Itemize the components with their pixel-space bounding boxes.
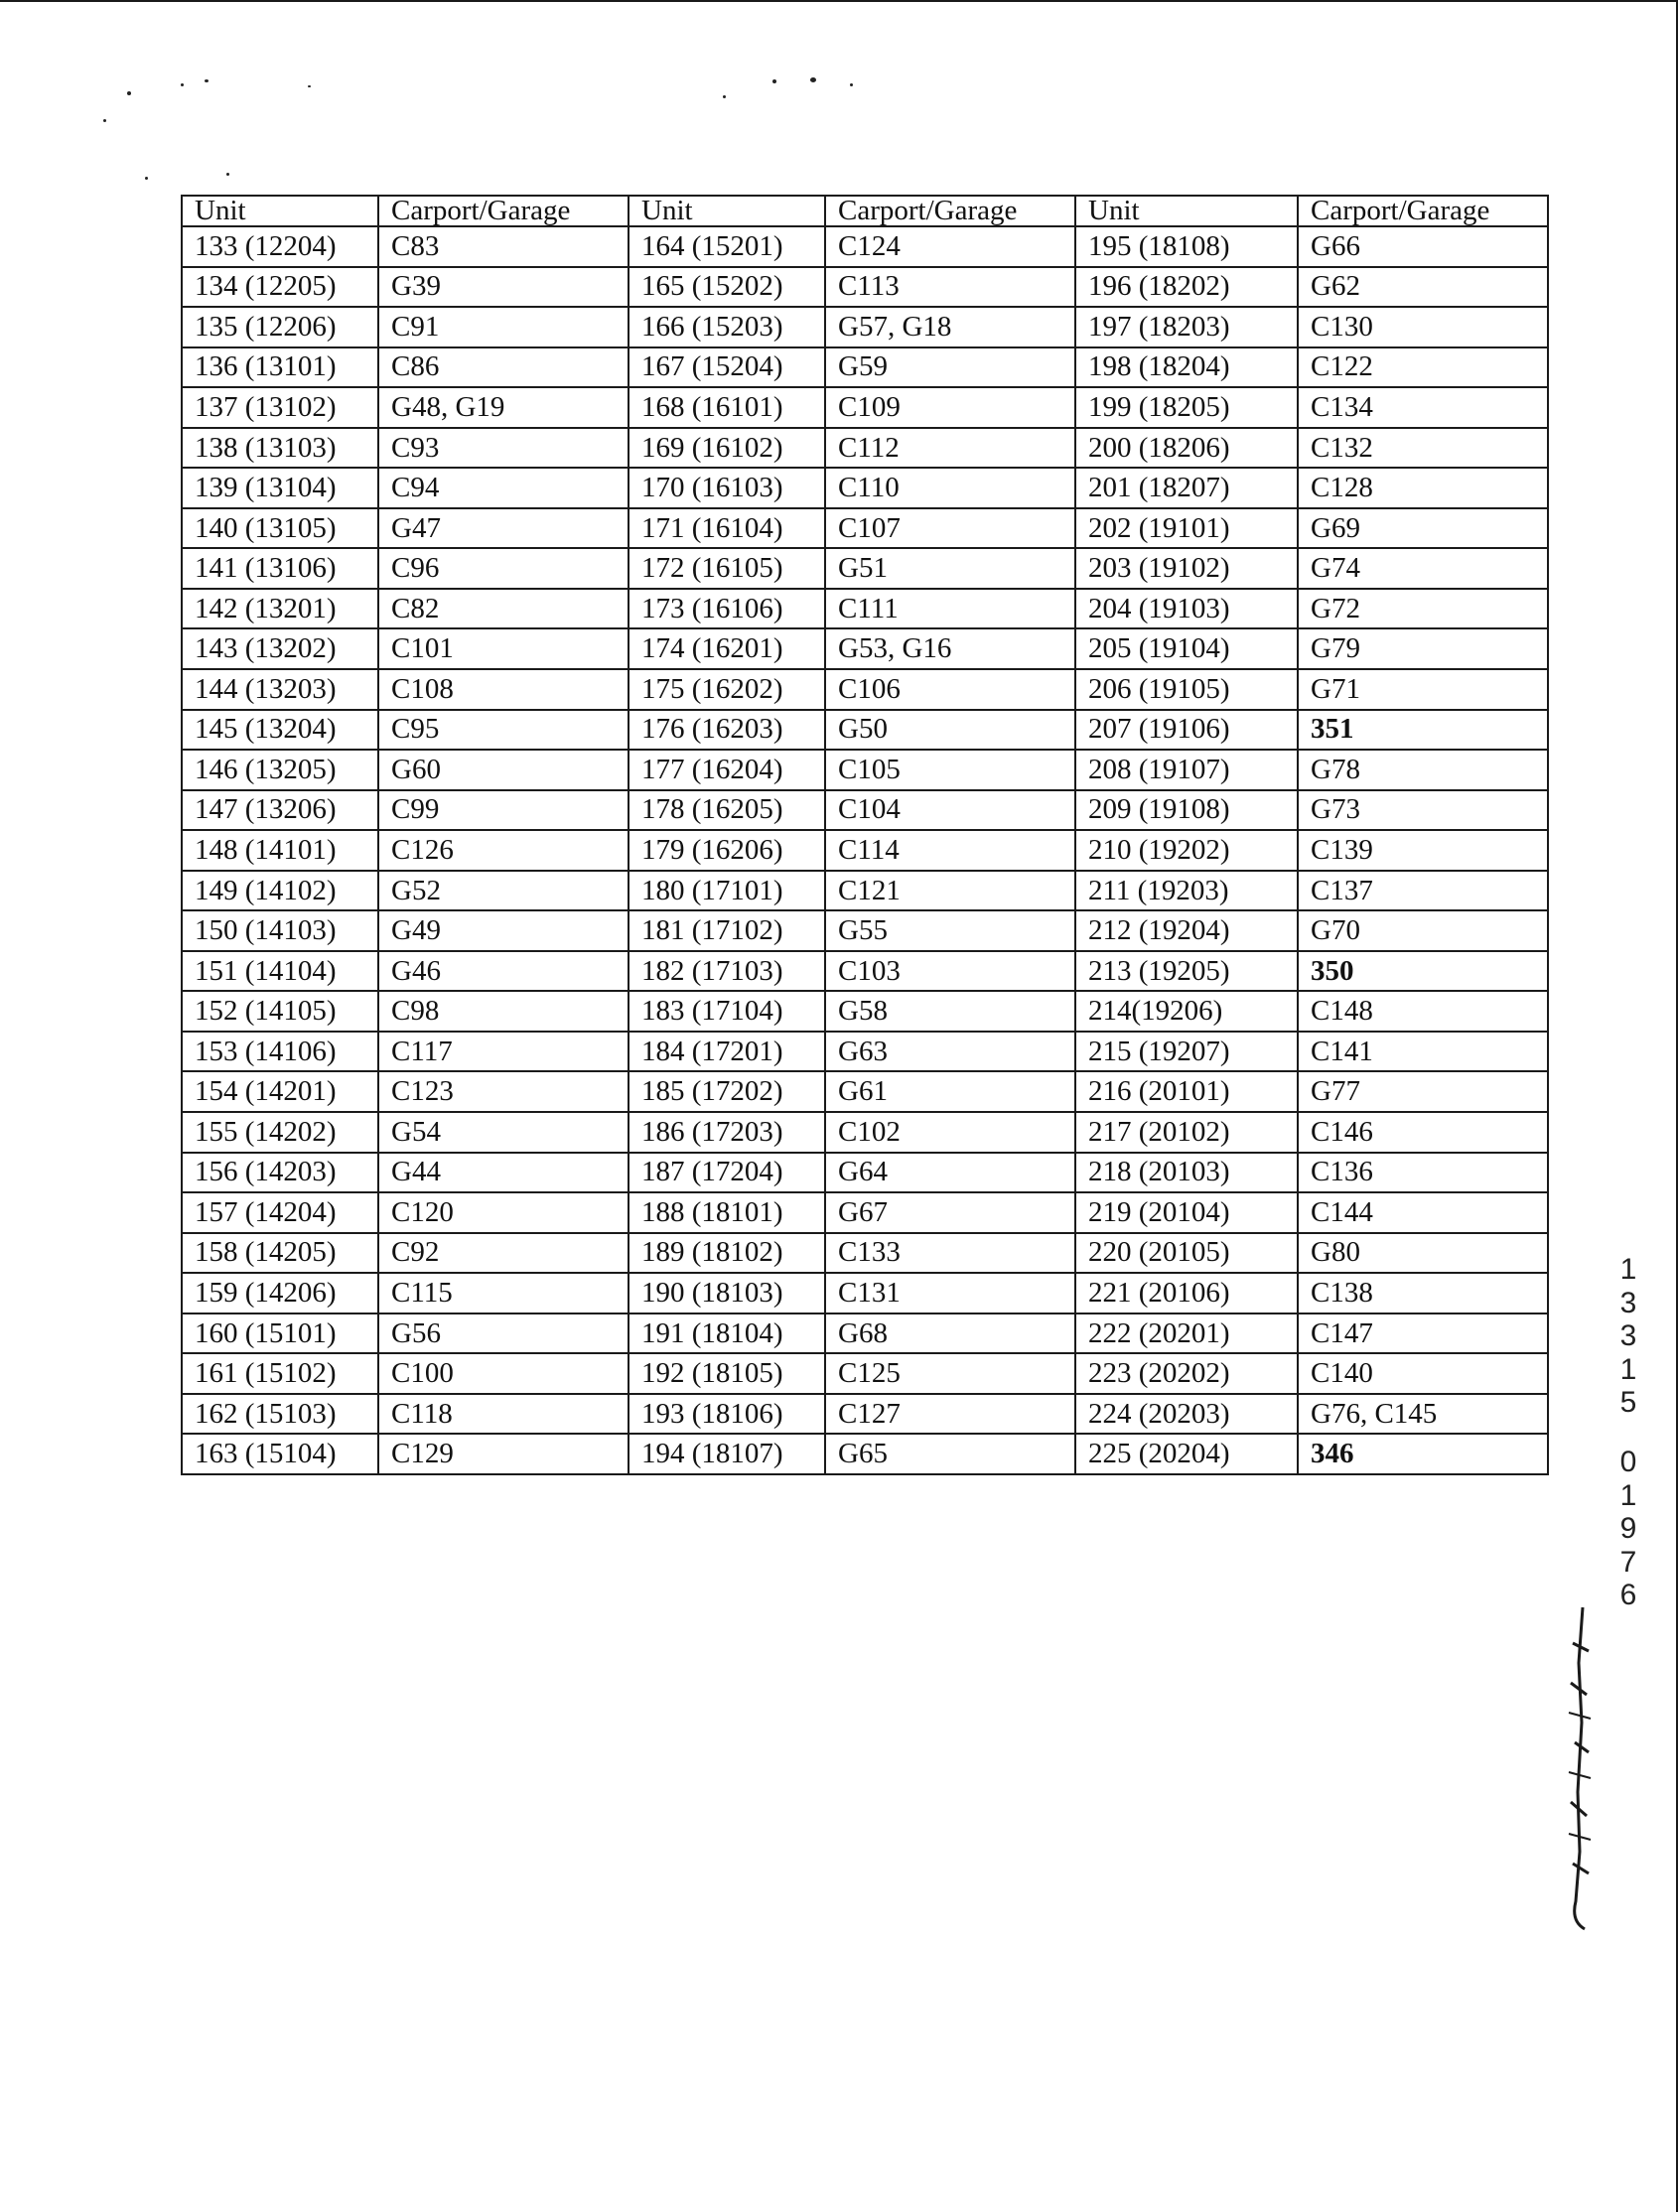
unit-cell: 139 (13104) xyxy=(182,468,378,508)
side-number-digit: 1 xyxy=(1619,1478,1637,1512)
unit-cell: 157 (14204) xyxy=(182,1192,378,1233)
carport-garage-cell: C137 xyxy=(1298,871,1548,911)
scan-speck xyxy=(226,173,229,176)
carport-garage-cell: G65 xyxy=(825,1434,1075,1474)
carport-garage-cell: G77 xyxy=(1298,1071,1548,1112)
carport-garage-cell: G61 xyxy=(825,1071,1075,1112)
carport-garage-cell: C112 xyxy=(825,428,1075,469)
carport-garage-cell: C104 xyxy=(825,790,1075,831)
carport-garage-cell: C132 xyxy=(1298,428,1548,469)
unit-cell: 189 (18102) xyxy=(629,1233,825,1274)
carport-garage-cell: C123 xyxy=(378,1071,629,1112)
unit-cell: 176 (16203) xyxy=(629,710,825,751)
carport-garage-cell: G69 xyxy=(1298,508,1548,549)
unit-cell: 192 (18105) xyxy=(629,1353,825,1394)
unit-cell: 167 (15204) xyxy=(629,347,825,388)
table-row xyxy=(182,1273,1548,1313)
carport-garage-cell: C106 xyxy=(825,669,1075,710)
unit-cell: 163 (15104) xyxy=(182,1434,378,1474)
unit-cell: 214(19206) xyxy=(1075,991,1298,1032)
table-row xyxy=(182,1032,1548,1072)
unit-cell: 220 (20105) xyxy=(1075,1233,1298,1274)
unit-cell: 183 (17104) xyxy=(629,991,825,1032)
table-body xyxy=(182,226,1548,1474)
carport-garage-cell: G59 xyxy=(825,347,1075,388)
unit-cell: 188 (18101) xyxy=(629,1192,825,1233)
carport-garage-cell: C127 xyxy=(825,1394,1075,1435)
unit-cell: 223 (20202) xyxy=(1075,1353,1298,1394)
table-row xyxy=(182,991,1548,1032)
carport-garage-cell: C131 xyxy=(825,1273,1075,1313)
carport-garage-cell: C96 xyxy=(378,548,629,589)
unit-cell: 147 (13206) xyxy=(182,790,378,831)
carport-garage-cell: G60 xyxy=(378,750,629,790)
carport-garage-cell: G62 xyxy=(1298,267,1548,308)
scan-speck xyxy=(850,83,853,86)
carport-garage-cell: C120 xyxy=(378,1192,629,1233)
unit-cell: 145 (13204) xyxy=(182,710,378,751)
carport-garage-cell: C147 xyxy=(1298,1313,1548,1354)
unit-cell: 193 (18106) xyxy=(629,1394,825,1435)
unit-cell: 150 (14103) xyxy=(182,910,378,951)
scan-speck xyxy=(810,77,816,82)
unit-cell: 153 (14106) xyxy=(182,1032,378,1072)
table-row xyxy=(182,750,1548,790)
unit-cell: 219 (20104) xyxy=(1075,1192,1298,1233)
unit-cell: 158 (14205) xyxy=(182,1233,378,1274)
unit-cell: 198 (18204) xyxy=(1075,347,1298,388)
unit-cell: 194 (18107) xyxy=(629,1434,825,1474)
unit-cell: 224 (20203) xyxy=(1075,1394,1298,1435)
side-number-digit: 7 xyxy=(1619,1545,1637,1579)
carport-garage-cell: C141 xyxy=(1298,1032,1548,1072)
unit-cell: 215 (19207) xyxy=(1075,1032,1298,1072)
scan-speck xyxy=(103,119,106,122)
unit-cell: 205 (19104) xyxy=(1075,628,1298,669)
carport-garage-cell: C105 xyxy=(825,750,1075,790)
carport-garage-cell: 346 xyxy=(1298,1434,1548,1474)
unit-cell: 166 (15203) xyxy=(629,307,825,347)
carport-garage-cell: G66 xyxy=(1298,226,1548,267)
unit-cell: 135 (12206) xyxy=(182,307,378,347)
scan-speck xyxy=(205,79,209,82)
unit-cell: 142 (13201) xyxy=(182,589,378,629)
carport-garage-cell: C115 xyxy=(378,1273,629,1313)
carport-garage-cell: C91 xyxy=(378,307,629,347)
carport-garage-cell: G71 xyxy=(1298,669,1548,710)
unit-cell: 178 (16205) xyxy=(629,790,825,831)
carport-garage-cell: G51 xyxy=(825,548,1075,589)
unit-cell: 208 (19107) xyxy=(1075,750,1298,790)
unit-cell: 174 (16201) xyxy=(629,628,825,669)
unit-cell: 195 (18108) xyxy=(1075,226,1298,267)
unit-cell: 173 (16106) xyxy=(629,589,825,629)
carport-garage-cell: C139 xyxy=(1298,830,1548,871)
unit-cell: 133 (12204) xyxy=(182,226,378,267)
carport-garage-cell: C128 xyxy=(1298,468,1548,508)
carport-garage-cell: C92 xyxy=(378,1233,629,1274)
carport-garage-cell: C95 xyxy=(378,710,629,751)
unit-cell: 221 (20106) xyxy=(1075,1273,1298,1313)
table-row xyxy=(182,508,1548,549)
unit-carport-table xyxy=(181,195,1549,1475)
unit-cell: 209 (19108) xyxy=(1075,790,1298,831)
carport-garage-cell: G78 xyxy=(1298,750,1548,790)
unit-cell: 180 (17101) xyxy=(629,871,825,911)
carport-garage-cell: C99 xyxy=(378,790,629,831)
unit-cell: 187 (17204) xyxy=(629,1153,825,1193)
unit-cell: 143 (13202) xyxy=(182,628,378,669)
unit-cell: 137 (13102) xyxy=(182,387,378,428)
side-number-digit: 0 xyxy=(1619,1445,1637,1478)
table-header-row xyxy=(182,196,1548,226)
unit-cell: 207 (19106) xyxy=(1075,710,1298,751)
unit-cell: 179 (16206) xyxy=(629,830,825,871)
carport-garage-cell: C100 xyxy=(378,1353,629,1394)
carport-garage-cell: C93 xyxy=(378,428,629,469)
unit-cell: 201 (18207) xyxy=(1075,468,1298,508)
carport-garage-cell: C82 xyxy=(378,589,629,629)
side-number-digit: 9 xyxy=(1619,1512,1637,1546)
unit-cell: 141 (13106) xyxy=(182,548,378,589)
unit-cell: 172 (16105) xyxy=(629,548,825,589)
carport-garage-cell: C103 xyxy=(825,951,1075,992)
carport-garage-cell: G52 xyxy=(378,871,629,911)
table-row xyxy=(182,951,1548,992)
table-row xyxy=(182,669,1548,710)
unit-cell: 182 (17103) xyxy=(629,951,825,992)
unit-cell: 185 (17202) xyxy=(629,1071,825,1112)
carport-garage-cell: C136 xyxy=(1298,1153,1548,1193)
table-row xyxy=(182,1153,1548,1193)
side-number-digit: 1 xyxy=(1619,1352,1637,1386)
unit-cell: 159 (14206) xyxy=(182,1273,378,1313)
unit-cell: 206 (19105) xyxy=(1075,669,1298,710)
unit-cell: 210 (19202) xyxy=(1075,830,1298,871)
carport-garage-cell: G49 xyxy=(378,910,629,951)
carport-garage-cell: C118 xyxy=(378,1394,629,1435)
unit-cell: 191 (18104) xyxy=(629,1313,825,1354)
table-row xyxy=(182,468,1548,508)
carport-garage-cell: G39 xyxy=(378,267,629,308)
unit-cell: 140 (13105) xyxy=(182,508,378,549)
scan-speck xyxy=(723,95,726,98)
carport-garage-cell: G56 xyxy=(378,1313,629,1354)
scan-speck xyxy=(772,79,776,83)
unit-cell: 202 (19101) xyxy=(1075,508,1298,549)
carport-garage-cell: C140 xyxy=(1298,1353,1548,1394)
unit-cell: 154 (14201) xyxy=(182,1071,378,1112)
header-unit: Unit xyxy=(1075,196,1298,226)
unit-cell: 218 (20103) xyxy=(1075,1153,1298,1193)
carport-garage-cell: G54 xyxy=(378,1112,629,1153)
table-row xyxy=(182,1394,1548,1435)
table-row xyxy=(182,710,1548,751)
scan-speck xyxy=(127,91,131,95)
carport-garage-cell: C102 xyxy=(825,1112,1075,1153)
unit-cell: 155 (14202) xyxy=(182,1112,378,1153)
carport-garage-cell: G44 xyxy=(378,1153,629,1193)
table-row xyxy=(182,307,1548,347)
carport-garage-cell: G46 xyxy=(378,951,629,992)
carport-garage-cell: C98 xyxy=(378,991,629,1032)
table-row xyxy=(182,589,1548,629)
side-number-digit: 1 xyxy=(1619,1253,1637,1286)
table-row xyxy=(182,1434,1548,1474)
carport-garage-cell: C133 xyxy=(825,1233,1075,1274)
unit-cell: 222 (20201) xyxy=(1075,1313,1298,1354)
unit-cell: 216 (20101) xyxy=(1075,1071,1298,1112)
unit-cell: 165 (15202) xyxy=(629,267,825,308)
carport-garage-cell: C138 xyxy=(1298,1273,1548,1313)
carport-garage-cell: C108 xyxy=(378,669,629,710)
side-number-digit: 6 xyxy=(1619,1579,1637,1612)
carport-garage-cell: G72 xyxy=(1298,589,1548,629)
scan-speck xyxy=(145,177,148,180)
carport-garage-cell: 350 xyxy=(1298,951,1548,992)
carport-garage-cell: G57, G18 xyxy=(825,307,1075,347)
unit-cell: 134 (12205) xyxy=(182,267,378,308)
carport-garage-cell: C144 xyxy=(1298,1192,1548,1233)
carport-garage-cell: G80 xyxy=(1298,1233,1548,1274)
carport-garage-cell: G64 xyxy=(825,1153,1075,1193)
unit-cell: 212 (19204) xyxy=(1075,910,1298,951)
carport-garage-cell: C146 xyxy=(1298,1112,1548,1153)
carport-garage-cell: G47 xyxy=(378,508,629,549)
carport-garage-cell: C126 xyxy=(378,830,629,871)
header-unit: Unit xyxy=(629,196,825,226)
unit-cell: 197 (18203) xyxy=(1075,307,1298,347)
carport-garage-cell: G67 xyxy=(825,1192,1075,1233)
carport-garage-cell: C111 xyxy=(825,589,1075,629)
carport-garage-cell: G74 xyxy=(1298,548,1548,589)
table-row xyxy=(182,226,1548,267)
unit-cell: 136 (13101) xyxy=(182,347,378,388)
header-carport-garage: Carport/Garage xyxy=(378,196,629,226)
carport-garage-cell: C121 xyxy=(825,871,1075,911)
unit-cell: 217 (20102) xyxy=(1075,1112,1298,1153)
unit-cell: 168 (16101) xyxy=(629,387,825,428)
unit-cell: 161 (15102) xyxy=(182,1353,378,1394)
carport-garage-cell: C113 xyxy=(825,267,1075,308)
unit-cell: 148 (14101) xyxy=(182,830,378,871)
unit-cell: 175 (16202) xyxy=(629,669,825,710)
carport-garage-cell: C125 xyxy=(825,1353,1075,1394)
carport-garage-cell: C114 xyxy=(825,830,1075,871)
unit-cell: 200 (18206) xyxy=(1075,428,1298,469)
handwritten-mark xyxy=(1549,1603,1605,1931)
table-row xyxy=(182,267,1548,308)
unit-cell: 213 (19205) xyxy=(1075,951,1298,992)
unit-cell: 144 (13203) xyxy=(182,669,378,710)
unit-cell: 184 (17201) xyxy=(629,1032,825,1072)
carport-garage-cell: G68 xyxy=(825,1313,1075,1354)
unit-cell: 151 (14104) xyxy=(182,951,378,992)
carport-garage-cell: G76, C145 xyxy=(1298,1394,1548,1435)
carport-garage-cell: C86 xyxy=(378,347,629,388)
unit-cell: 211 (19203) xyxy=(1075,871,1298,911)
unit-cell: 156 (14203) xyxy=(182,1153,378,1193)
unit-cell: 186 (17203) xyxy=(629,1112,825,1153)
table-row xyxy=(182,1071,1548,1112)
table-row xyxy=(182,1233,1548,1274)
carport-garage-cell: C129 xyxy=(378,1434,629,1474)
table-row xyxy=(182,428,1548,469)
carport-garage-cell: C101 xyxy=(378,628,629,669)
carport-garage-cell: C130 xyxy=(1298,307,1548,347)
table-row xyxy=(182,548,1548,589)
carport-garage-cell: G58 xyxy=(825,991,1075,1032)
carport-garage-cell: G55 xyxy=(825,910,1075,951)
table-row xyxy=(182,1313,1548,1354)
scan-speck xyxy=(308,85,311,87)
side-number-digit: 3 xyxy=(1619,1319,1637,1353)
carport-garage-cell: G70 xyxy=(1298,910,1548,951)
carport-garage-cell: C124 xyxy=(825,226,1075,267)
side-number-digit: 5 xyxy=(1619,1386,1637,1420)
unit-cell: 170 (16103) xyxy=(629,468,825,508)
unit-cell: 171 (16104) xyxy=(629,508,825,549)
unit-cell: 196 (18202) xyxy=(1075,267,1298,308)
unit-cell: 203 (19102) xyxy=(1075,548,1298,589)
unit-cell: 164 (15201) xyxy=(629,226,825,267)
unit-cell: 225 (20204) xyxy=(1075,1434,1298,1474)
side-number-gap xyxy=(1608,1420,1648,1446)
header-carport-garage: Carport/Garage xyxy=(825,196,1075,226)
carport-garage-cell: C109 xyxy=(825,387,1075,428)
table-row xyxy=(182,871,1548,911)
unit-cell: 190 (18103) xyxy=(629,1273,825,1313)
carport-garage-cell: C94 xyxy=(378,468,629,508)
carport-garage-cell: G63 xyxy=(825,1032,1075,1072)
carport-garage-cell: C148 xyxy=(1298,991,1548,1032)
table-row xyxy=(182,628,1548,669)
table-row xyxy=(182,1192,1548,1233)
table-row xyxy=(182,387,1548,428)
scan-speck xyxy=(181,83,184,86)
page-top-edge xyxy=(0,0,1678,2)
carport-garage-cell: G79 xyxy=(1298,628,1548,669)
carport-garage-cell: C107 xyxy=(825,508,1075,549)
side-document-number xyxy=(1608,1253,1648,1612)
table-row xyxy=(182,1353,1548,1394)
table-row xyxy=(182,830,1548,871)
carport-garage-cell: 351 xyxy=(1298,710,1548,751)
unit-cell: 146 (13205) xyxy=(182,750,378,790)
unit-cell: 138 (13103) xyxy=(182,428,378,469)
carport-garage-cell: G50 xyxy=(825,710,1075,751)
table-row xyxy=(182,910,1548,951)
unit-cell: 204 (19103) xyxy=(1075,589,1298,629)
table-row xyxy=(182,347,1548,388)
unit-cell: 177 (16204) xyxy=(629,750,825,790)
unit-cell: 152 (14105) xyxy=(182,991,378,1032)
unit-cell: 149 (14102) xyxy=(182,871,378,911)
unit-cell: 162 (15103) xyxy=(182,1394,378,1435)
carport-garage-cell: C117 xyxy=(378,1032,629,1072)
carport-garage-cell: C83 xyxy=(378,226,629,267)
carport-garage-cell: G48, G19 xyxy=(378,387,629,428)
unit-cell: 199 (18205) xyxy=(1075,387,1298,428)
header-carport-garage: Carport/Garage xyxy=(1298,196,1548,226)
table-row xyxy=(182,1112,1548,1153)
carport-garage-cell: G73 xyxy=(1298,790,1548,831)
carport-garage-cell: C134 xyxy=(1298,387,1548,428)
unit-cell: 169 (16102) xyxy=(629,428,825,469)
table-row xyxy=(182,790,1548,831)
carport-garage-cell: C110 xyxy=(825,468,1075,508)
carport-garage-cell: G53, G16 xyxy=(825,628,1075,669)
carport-garage-cell: C122 xyxy=(1298,347,1548,388)
unit-cell: 160 (15101) xyxy=(182,1313,378,1354)
side-number-digit: 3 xyxy=(1619,1286,1637,1319)
unit-cell: 181 (17102) xyxy=(629,910,825,951)
header-unit: Unit xyxy=(182,196,378,226)
